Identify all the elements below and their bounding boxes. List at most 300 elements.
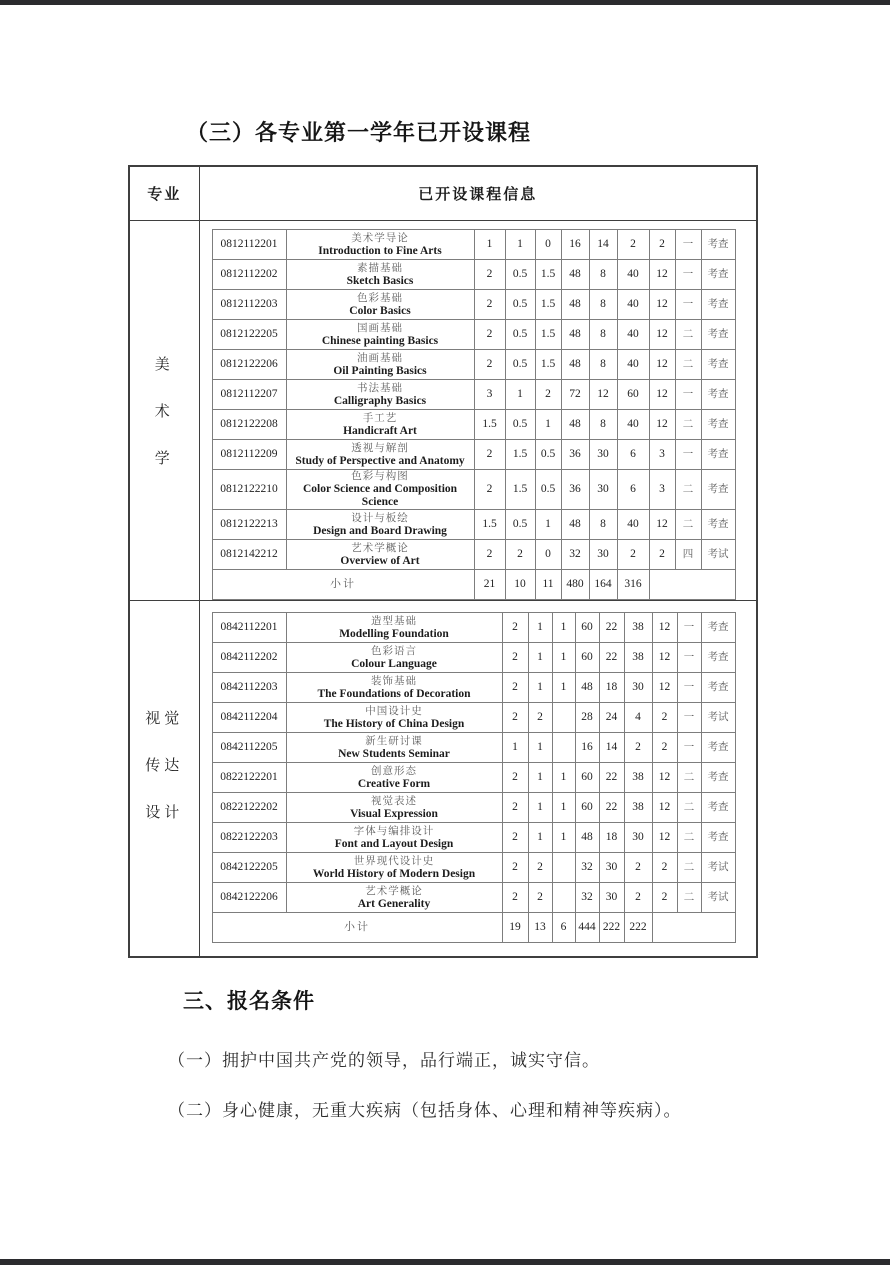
- course-value-cell: 1: [505, 380, 535, 410]
- course-name-en: Color Basics: [349, 304, 411, 317]
- course-value-cell: 12: [652, 673, 677, 703]
- course-value-cell: 1: [552, 793, 575, 823]
- course-name-en: Visual Expression: [350, 807, 438, 820]
- course-value-cell: 22: [599, 763, 624, 793]
- course-value-cell: 22: [599, 793, 624, 823]
- course-value-cell: 一: [675, 440, 701, 470]
- course-name-cell: [286, 510, 474, 540]
- course-name-cell: [286, 410, 474, 440]
- course-value-cell: 二: [677, 823, 701, 853]
- course-value-cell: 四: [675, 540, 701, 570]
- course-value-cell: 二: [675, 470, 701, 510]
- course-value-cell: 0.5: [505, 320, 535, 350]
- course-value-cell: 38: [624, 763, 652, 793]
- course-value-cell: 12: [649, 380, 675, 410]
- course-value-cell: 4: [624, 703, 652, 733]
- course-value-cell: 二: [675, 410, 701, 440]
- page-top-edge: [0, 0, 890, 5]
- page-bottom-edge: [0, 1259, 890, 1265]
- course-name-cell: [286, 793, 502, 823]
- course-value-cell: 2: [505, 540, 535, 570]
- course-value-cell: 2: [624, 733, 652, 763]
- course-value-cell: 48: [575, 823, 599, 853]
- course-value-cell: 2: [617, 230, 649, 260]
- major-label-line: 学: [154, 451, 174, 467]
- course-value-cell: 二: [677, 763, 701, 793]
- course-value-cell: 48: [561, 510, 589, 540]
- course-value-cell: 一: [675, 380, 701, 410]
- course-value-cell: 1: [474, 230, 505, 260]
- course-value-cell: 1: [505, 230, 535, 260]
- course-value-cell: 48: [561, 260, 589, 290]
- course-value-cell: 考查: [701, 290, 735, 320]
- course-value-cell: 1.5: [505, 440, 535, 470]
- course-value-cell: 考试: [701, 883, 735, 913]
- course-row: [212, 440, 735, 470]
- course-name-cell: [286, 380, 474, 410]
- course-code-cell: 0812112203: [212, 290, 286, 320]
- course-value-cell: 12: [649, 510, 675, 540]
- course-value-cell: 考查: [701, 260, 735, 290]
- course-value-cell: 1.5: [505, 470, 535, 510]
- course-value-cell: 考查: [701, 613, 735, 643]
- course-value-cell: 2: [528, 703, 552, 733]
- course-value-cell: 0.5: [505, 260, 535, 290]
- course-value-cell: 60: [575, 763, 599, 793]
- major-label-visual-design: [130, 707, 199, 822]
- course-value-cell: 22: [599, 643, 624, 673]
- subtotal-value-cell: 19: [502, 913, 528, 943]
- course-info-cell-visual-design: [199, 601, 757, 957]
- major-label-line: 设计: [145, 804, 184, 821]
- course-value-cell: 2: [502, 703, 528, 733]
- course-name-cn: 设计与板绘: [351, 512, 409, 524]
- course-value-cell: 48: [561, 320, 589, 350]
- course-value-cell: 1.5: [474, 410, 505, 440]
- course-value-cell: 一: [677, 673, 701, 703]
- course-value-cell: 1: [552, 673, 575, 703]
- course-name-cell: [286, 290, 474, 320]
- subtotal-value-cell: 6: [552, 913, 575, 943]
- course-value-cell: 1.5: [535, 290, 561, 320]
- course-code-cell: 0812122213: [212, 510, 286, 540]
- course-value-cell: 1: [528, 733, 552, 763]
- course-row: [212, 230, 735, 260]
- course-name-cn: 视觉表述: [371, 795, 417, 807]
- course-row: [212, 823, 735, 853]
- course-value-cell: 考查: [701, 380, 735, 410]
- course-table-visual-design: [212, 612, 736, 943]
- course-value-cell: 二: [675, 320, 701, 350]
- course-value-cell: 1: [528, 643, 552, 673]
- subtotal-label-cell: 小计: [212, 913, 502, 943]
- course-name-en: Creative Form: [357, 777, 431, 790]
- course-value-cell: 12: [652, 643, 677, 673]
- course-row: [212, 703, 735, 733]
- course-value-cell: 12: [649, 350, 675, 380]
- course-row: [212, 320, 735, 350]
- course-value-cell: 1.5: [535, 350, 561, 380]
- course-value-cell: 考查: [701, 673, 735, 703]
- course-code-cell: 0822122202: [212, 793, 286, 823]
- course-value-cell: 0.5: [505, 510, 535, 540]
- subtotal-row: [212, 913, 735, 943]
- course-value-cell: 12: [652, 613, 677, 643]
- course-value-cell: [552, 703, 575, 733]
- course-name-cn: 创意形态: [371, 765, 417, 777]
- subtotal-value-cell: 11: [535, 570, 561, 600]
- course-value-cell: 8: [589, 410, 617, 440]
- course-value-cell: 0.5: [535, 440, 561, 470]
- section-heading-courses: （三）各专业第一学年已开设课程: [186, 120, 532, 145]
- course-name-en: The History of China Design: [323, 717, 465, 730]
- course-value-cell: 40: [617, 290, 649, 320]
- course-name-en: Oil Painting Basics: [333, 364, 427, 377]
- course-name-cn: 装饰基础: [371, 675, 417, 687]
- course-info-header: 已开设课程信息: [199, 166, 757, 221]
- course-value-cell: 1: [528, 823, 552, 853]
- course-value-cell: 1: [502, 733, 528, 763]
- course-name-en: Sketch Basics: [346, 274, 414, 287]
- course-value-cell: 考查: [701, 793, 735, 823]
- course-name-cn: 造型基础: [371, 615, 417, 627]
- course-value-cell: 18: [599, 823, 624, 853]
- course-value-cell: 一: [675, 230, 701, 260]
- major-label-line: 视觉: [145, 710, 184, 727]
- course-name-en: Colour Language: [351, 657, 437, 670]
- course-value-cell: 40: [617, 410, 649, 440]
- course-name-cell: [286, 733, 502, 763]
- course-code-cell: 0842112201: [212, 613, 286, 643]
- course-value-cell: 考查: [701, 230, 735, 260]
- course-value-cell: [552, 883, 575, 913]
- course-value-cell: 1: [552, 643, 575, 673]
- course-value-cell: 24: [599, 703, 624, 733]
- course-value-cell: 考查: [701, 643, 735, 673]
- course-value-cell: 考试: [701, 540, 735, 570]
- course-value-cell: 0.5: [505, 290, 535, 320]
- course-name-cell: [286, 230, 474, 260]
- course-value-cell: 48: [575, 673, 599, 703]
- course-value-cell: 48: [561, 290, 589, 320]
- course-value-cell: 一: [677, 703, 701, 733]
- course-value-cell: 30: [599, 883, 624, 913]
- course-value-cell: 8: [589, 350, 617, 380]
- course-name-cn: 字体与编排设计: [353, 825, 435, 837]
- course-value-cell: 2: [502, 883, 528, 913]
- course-value-cell: 16: [561, 230, 589, 260]
- course-value-cell: 1: [552, 763, 575, 793]
- course-name-en: Handicraft Art: [343, 424, 417, 437]
- course-value-cell: 2: [624, 883, 652, 913]
- course-code-cell: 0822122203: [212, 823, 286, 853]
- course-value-cell: 14: [589, 230, 617, 260]
- course-value-cell: 40: [617, 510, 649, 540]
- course-value-cell: 一: [677, 733, 701, 763]
- course-row: [212, 540, 735, 570]
- course-name-cn: 世界现代设计史: [353, 855, 435, 867]
- course-name-cell: [286, 440, 474, 470]
- course-value-cell: 二: [677, 853, 701, 883]
- course-value-cell: 36: [561, 440, 589, 470]
- course-value-cell: 二: [677, 793, 701, 823]
- course-value-cell: 6: [617, 440, 649, 470]
- course-value-cell: 2: [535, 380, 561, 410]
- course-value-cell: 2: [652, 733, 677, 763]
- major-label-line: 美: [154, 357, 174, 373]
- course-value-cell: 二: [675, 510, 701, 540]
- course-row: [212, 470, 735, 510]
- course-value-cell: 12: [649, 290, 675, 320]
- course-code-cell: 0812112209: [212, 440, 286, 470]
- course-value-cell: 12: [652, 823, 677, 853]
- course-value-cell: 3: [649, 440, 675, 470]
- course-code-cell: 0822122201: [212, 763, 286, 793]
- course-name-en: Chinese painting Basics: [321, 334, 439, 347]
- course-value-cell: 60: [617, 380, 649, 410]
- course-name-cn: 手工艺: [362, 412, 398, 424]
- course-code-cell: 0812122210: [212, 470, 286, 510]
- course-code-cell: 0812112202: [212, 260, 286, 290]
- course-row: [212, 733, 735, 763]
- course-name-cn: 色彩与构图: [351, 471, 409, 482]
- course-value-cell: 2: [502, 613, 528, 643]
- course-value-cell: 1: [552, 823, 575, 853]
- course-value-cell: 30: [589, 540, 617, 570]
- course-value-cell: 2: [502, 673, 528, 703]
- subtotal-value-cell: 222: [624, 913, 652, 943]
- course-value-cell: 28: [575, 703, 599, 733]
- course-row: [212, 380, 735, 410]
- course-value-cell: 考查: [701, 823, 735, 853]
- course-row: [212, 793, 735, 823]
- course-value-cell: 2: [649, 540, 675, 570]
- course-value-cell: 48: [561, 350, 589, 380]
- course-name-cell: [286, 643, 502, 673]
- major-label-fine-arts: [130, 353, 199, 468]
- course-value-cell: 2: [502, 793, 528, 823]
- course-name-cell: [286, 540, 474, 570]
- subtotal-value-cell: 316: [617, 570, 649, 600]
- major-cell-visual-design: [129, 601, 199, 957]
- course-value-cell: 考试: [701, 703, 735, 733]
- course-name-cell: [286, 613, 502, 643]
- course-name-en: Calligraphy Basics: [333, 394, 427, 407]
- course-value-cell: 1: [528, 763, 552, 793]
- course-value-cell: 考查: [701, 350, 735, 380]
- subtotal-value-cell: 13: [528, 913, 552, 943]
- course-name-cell: [286, 350, 474, 380]
- course-value-cell: 12: [652, 793, 677, 823]
- course-value-cell: 2: [474, 260, 505, 290]
- enrollment-condition-2: （二）身心健康，无重大疾病（包括身体、心理和精神等疾病）。: [168, 1101, 682, 1120]
- major-row-visual-design: [129, 601, 757, 957]
- course-value-cell: 8: [589, 510, 617, 540]
- course-name-en: World History of Modern Design: [312, 867, 476, 880]
- course-name-en: Introduction to Fine Arts: [318, 244, 442, 257]
- course-value-cell: 0.5: [505, 410, 535, 440]
- course-code-cell: 0842112204: [212, 703, 286, 733]
- course-name-cn: 色彩基础: [357, 292, 403, 304]
- course-name-cell: [286, 853, 502, 883]
- course-name-en: The Foundations of Decoration: [317, 687, 471, 700]
- course-value-cell: 40: [617, 320, 649, 350]
- major-label-line: 传达: [145, 757, 184, 774]
- course-name-en: Modelling Foundation: [339, 627, 449, 640]
- course-value-cell: 8: [589, 320, 617, 350]
- course-name-cell: [286, 763, 502, 793]
- course-value-cell: 2: [502, 823, 528, 853]
- course-value-cell: 60: [575, 793, 599, 823]
- course-value-cell: 一: [675, 290, 701, 320]
- course-value-cell: 考查: [701, 470, 735, 510]
- course-name-cn: 国画基础: [357, 322, 403, 334]
- course-code-cell: 0842112205: [212, 733, 286, 763]
- course-value-cell: 40: [617, 260, 649, 290]
- course-value-cell: 一: [677, 643, 701, 673]
- course-value-cell: 二: [677, 883, 701, 913]
- course-name-en: Design and Board Drawing: [313, 524, 447, 537]
- major-cell-fine-arts: [129, 221, 199, 601]
- course-code-cell: 0812112201: [212, 230, 286, 260]
- course-name-cn: 油画基础: [357, 352, 403, 364]
- course-value-cell: 38: [624, 643, 652, 673]
- course-row: [212, 643, 735, 673]
- course-name-cn: 美术学导论: [351, 232, 409, 244]
- course-value-cell: 1.5: [474, 510, 505, 540]
- course-row: [212, 510, 735, 540]
- course-name-en: Art Generality: [357, 897, 431, 910]
- course-value-cell: 考查: [701, 410, 735, 440]
- course-value-cell: 48: [561, 410, 589, 440]
- subtotal-value-cell: 222: [599, 913, 624, 943]
- course-value-cell: 30: [599, 853, 624, 883]
- section-heading-enrollment: 三、报名条件: [183, 990, 315, 1013]
- subtotal-value-cell: 10: [505, 570, 535, 600]
- subtotal-value-cell: 480: [561, 570, 589, 600]
- course-row: [212, 350, 735, 380]
- course-value-cell: 2: [502, 763, 528, 793]
- course-name-cn: 书法基础: [357, 382, 403, 394]
- course-code-cell: 0842112203: [212, 673, 286, 703]
- course-value-cell: 2: [474, 320, 505, 350]
- course-code-cell: 0842122205: [212, 853, 286, 883]
- course-value-cell: 一: [675, 260, 701, 290]
- course-value-cell: 1: [528, 613, 552, 643]
- course-name-cn: 新生研讨课: [365, 735, 423, 747]
- course-value-cell: 12: [649, 410, 675, 440]
- course-value-cell: 0: [535, 540, 561, 570]
- course-value-cell: 2: [617, 540, 649, 570]
- course-row: [212, 763, 735, 793]
- major-row-fine-arts: [129, 221, 757, 601]
- course-value-cell: 0.5: [535, 470, 561, 510]
- course-value-cell: 60: [575, 613, 599, 643]
- course-name-en: Study of Perspective and Anatomy: [295, 454, 465, 467]
- course-value-cell: 1.5: [535, 260, 561, 290]
- course-value-cell: 2: [474, 540, 505, 570]
- course-code-cell: 0812122206: [212, 350, 286, 380]
- course-value-cell: 12: [649, 320, 675, 350]
- course-value-cell: 12: [589, 380, 617, 410]
- course-name-cell: [286, 703, 502, 733]
- subtotal-label-cell: 小计: [212, 570, 474, 600]
- course-row: [212, 853, 735, 883]
- course-code-cell: 0812122205: [212, 320, 286, 350]
- course-name-cell: [286, 883, 502, 913]
- course-value-cell: 2: [528, 883, 552, 913]
- course-value-cell: 2: [528, 853, 552, 883]
- course-name-cn: 色彩语言: [371, 645, 417, 657]
- course-value-cell: 14: [599, 733, 624, 763]
- course-value-cell: 一: [677, 613, 701, 643]
- course-row: [212, 410, 735, 440]
- course-name-cell: [286, 823, 502, 853]
- course-value-cell: 考查: [701, 733, 735, 763]
- course-value-cell: 40: [617, 350, 649, 380]
- course-value-cell: 考查: [701, 763, 735, 793]
- course-value-cell: 2: [652, 853, 677, 883]
- course-name-en: Overview of Art: [340, 554, 420, 567]
- course-value-cell: 30: [624, 673, 652, 703]
- course-name-cell: [286, 470, 474, 510]
- course-code-cell: 0812122208: [212, 410, 286, 440]
- major-label-line: 术: [154, 404, 174, 420]
- course-value-cell: 考查: [701, 510, 735, 540]
- course-name-cn: 艺术学概论: [351, 542, 409, 554]
- course-value-cell: 2: [474, 470, 505, 510]
- course-value-cell: 0.5: [505, 350, 535, 380]
- course-row: [212, 883, 735, 913]
- course-value-cell: 2: [652, 703, 677, 733]
- course-value-cell: 30: [589, 470, 617, 510]
- course-value-cell: 1: [552, 613, 575, 643]
- course-value-cell: 1: [535, 510, 561, 540]
- course-name-cn: 透视与解剖: [351, 442, 409, 454]
- course-code-cell: 0842112202: [212, 643, 286, 673]
- course-value-cell: 考查: [701, 320, 735, 350]
- subtotal-row: [212, 570, 735, 600]
- course-value-cell: 考试: [701, 853, 735, 883]
- subtotal-empty-cell: [652, 913, 735, 943]
- subtotal-value-cell: 21: [474, 570, 505, 600]
- course-value-cell: 考查: [701, 440, 735, 470]
- course-value-cell: 1: [535, 410, 561, 440]
- course-name-cell: [286, 673, 502, 703]
- course-value-cell: 18: [599, 673, 624, 703]
- major-column-header: 专业: [129, 166, 199, 221]
- course-value-cell: 30: [589, 440, 617, 470]
- course-code-cell: 0812142212: [212, 540, 286, 570]
- course-value-cell: 2: [502, 853, 528, 883]
- subtotal-value-cell: 444: [575, 913, 599, 943]
- subtotal-value-cell: 164: [589, 570, 617, 600]
- course-value-cell: 60: [575, 643, 599, 673]
- course-value-cell: 36: [561, 470, 589, 510]
- course-value-cell: 3: [474, 380, 505, 410]
- course-value-cell: [552, 733, 575, 763]
- course-value-cell: 38: [624, 793, 652, 823]
- course-value-cell: [552, 853, 575, 883]
- course-value-cell: 8: [589, 290, 617, 320]
- course-value-cell: 32: [575, 853, 599, 883]
- course-value-cell: 2: [502, 643, 528, 673]
- course-table-fine-arts: [212, 229, 736, 600]
- course-value-cell: 30: [624, 823, 652, 853]
- course-value-cell: 8: [589, 260, 617, 290]
- course-row: [212, 290, 735, 320]
- course-name-cn: 中国设计史: [365, 705, 423, 717]
